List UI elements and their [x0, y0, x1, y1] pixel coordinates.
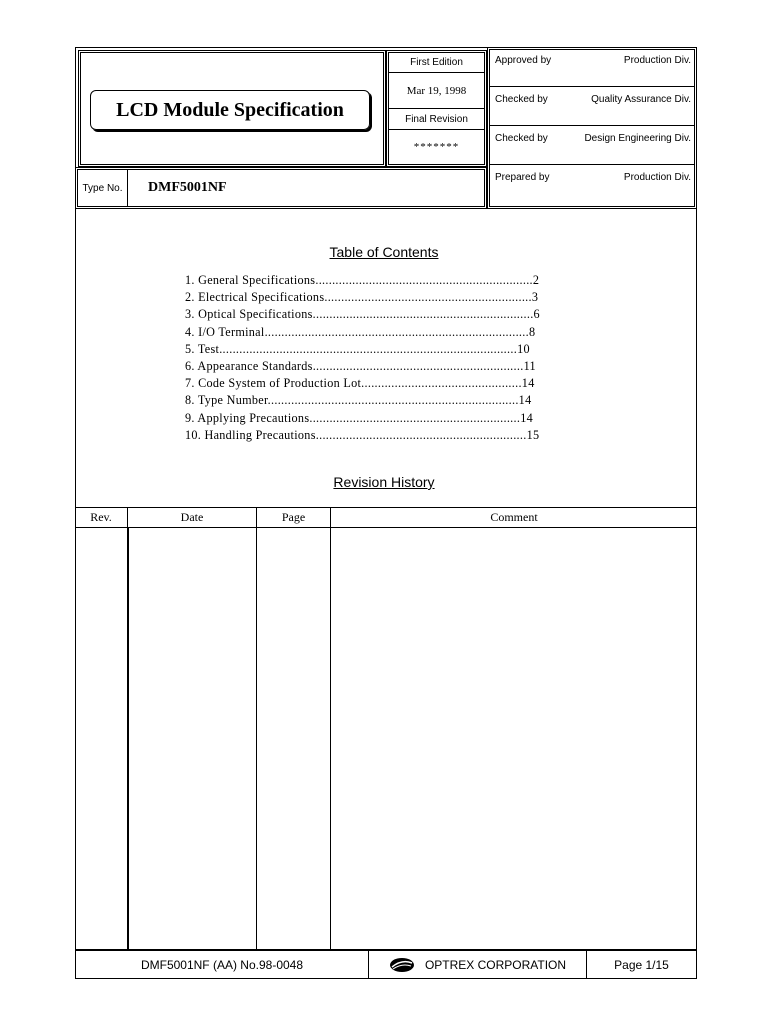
footer-company — [369, 951, 586, 978]
type-no-value: DMF5001NF — [148, 180, 227, 195]
document-title: LCD Module Specification — [90, 90, 370, 130]
comment-column-header: Comment — [490, 510, 538, 524]
first-edition-label: First Edition — [410, 57, 463, 68]
toc-item: 10. Handling Precautions...............................................................15 — [185, 427, 540, 442]
approval-row — [490, 89, 694, 125]
final-revision-label: Final Revision — [405, 113, 468, 125]
toc-item: 7. Code System of Production Lot................................................14 — [185, 376, 535, 391]
approval-role: Approved by — [495, 55, 552, 66]
approval-role: Checked by — [495, 133, 548, 144]
approval-dept: Quality Assurance Div. — [591, 94, 691, 105]
toc-item: 5. Test.........................................................................................10 — [185, 341, 530, 356]
toc-item: 8. Type Number...........................................................................14 — [185, 393, 532, 408]
toc-item: 4. I/O Terminal...............................................................................8 — [185, 324, 536, 339]
table-of-contents — [185, 272, 585, 444]
approval-row — [490, 50, 694, 86]
type-no-label: Type No. — [82, 182, 123, 194]
approval-row — [490, 128, 694, 164]
toc-item: 3. Optical Specifications..................................................................6 — [185, 307, 540, 322]
approval-dept: Production Div. — [623, 55, 691, 66]
toc-item: 6. Appearance Standards...............................................................11 — [185, 359, 536, 374]
approval-dept: Design Engineering Div. — [584, 133, 691, 144]
company-name: OPTREX CORPORATION — [424, 957, 567, 972]
rev-column-header: Rev. — [90, 510, 112, 524]
date-column-header: Date — [180, 510, 204, 524]
page-column-header: Page — [281, 510, 306, 524]
first-edition-date: Mar 19, 1998 — [406, 84, 467, 97]
approval-role: Prepared by — [495, 172, 550, 183]
approval-role: Checked by — [495, 94, 548, 105]
toc-item: 9. Applying Precautions...............................................................14 — [185, 410, 534, 425]
approval-row — [490, 167, 694, 206]
optrex-logo-icon — [389, 957, 415, 973]
revision-history-heading: Revision History — [333, 474, 435, 490]
toc-heading: Table of Contents — [329, 244, 439, 260]
approval-dept: Production Div. — [623, 172, 691, 183]
toc-item: 1. General Specifications.................................................................2 — [185, 273, 540, 287]
footer-page-number: Page 1/15 — [614, 957, 669, 972]
final-revision-value: ******* — [413, 141, 460, 153]
toc-item: 2. Electrical Specifications..............................................................3 — [185, 290, 539, 305]
footer-doc-number: DMF5001NF (AA) No.98-0048 — [140, 957, 304, 972]
